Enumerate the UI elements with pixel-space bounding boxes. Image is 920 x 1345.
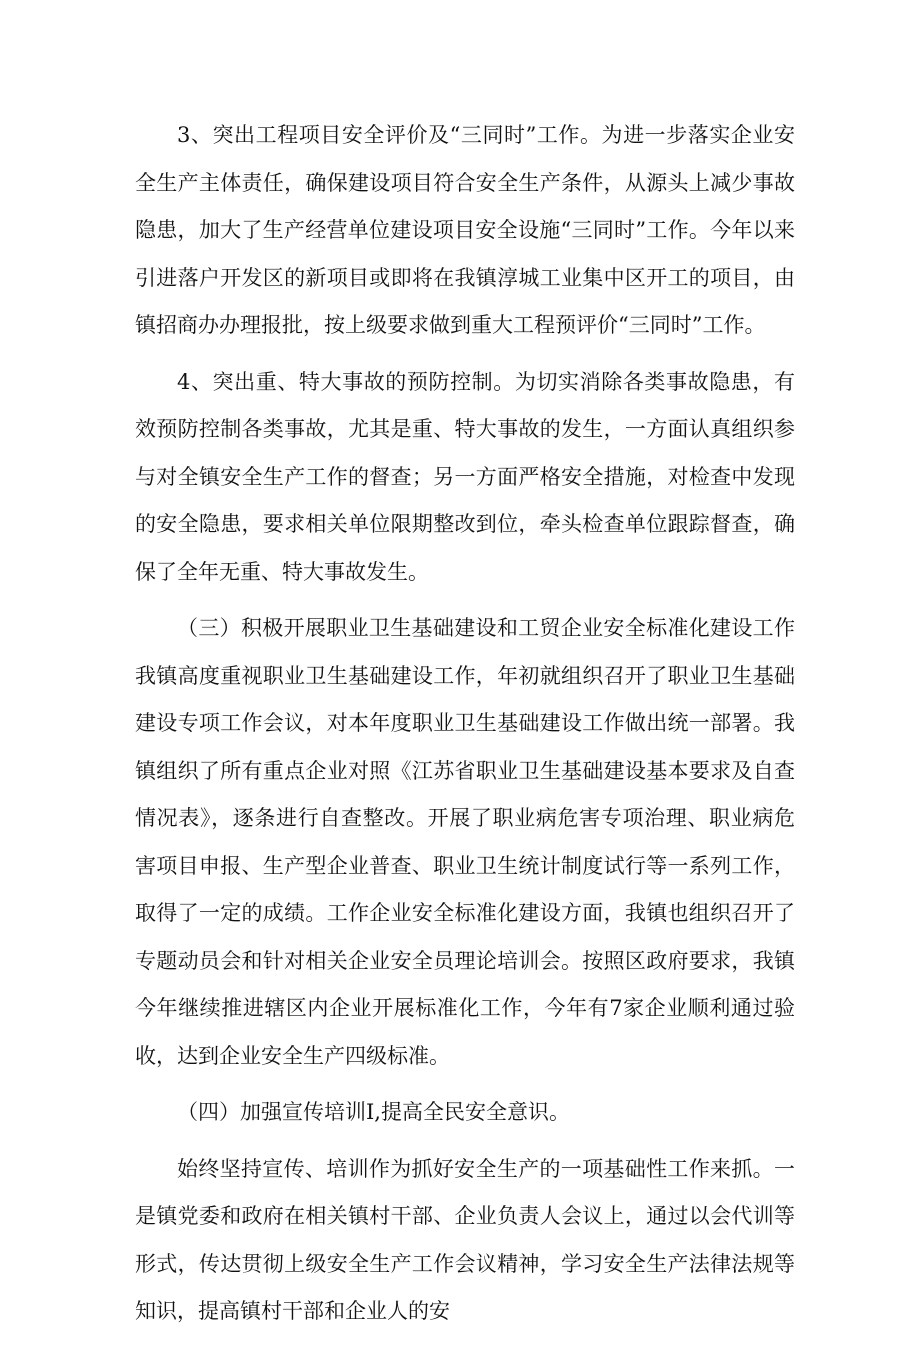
paragraph-major-accident-prevention: 4、突出重、特大事故的预防控制。为切实消除各类事故隐患，有效预防控制各类事故，尤其是重、特大事故的发生，一方面认真组织参与对全镇安全生产工作的督查；另一方面严格安全措施，对检查中发现的安全隐患，要求相关单位限期整改到位，牵头检查单位跟踪督查，确保了全年无重、特大事故发生。 (135, 369, 795, 584)
paragraph-occupational-health: （三）积极开展职业卫生基础建设和工贸企业安全标准化建设工作我镇高度重视职业卫生基础建设工作，年初就组织召开了职业卫生基础建设专项工作会议，对本年度职业卫生基础建设工作做出统一部署。我镇组织了所有重点企业对照《江苏省职业卫生基础建设基本要求及自查情况表》，逐条进行自查整改。开展了职业病危害专项治理、职业病危害项目申报、生产型企业普查、职业卫生统计制度试行等一系列工作，取得了一定的成绩。工作企业安全标准化建设方面，我镇也组织召开了专题动员会和针对相关企业安全员理论培训会。按照区政府要求，我镇今年继续推进辖区内企业开展标准化工作，今年有7家企业顺利通过验收，达到企业安全生产四级标准。 (135, 616, 795, 1068)
paragraph-project-safety-evaluation: 3、突出工程项目安全评价及“三同时”工作。为进一步落实企业安全生产主体责任，确保建设项目符合安全生产条件，从源头上减少事故隐患，加大了生产经营单位建设项目安全设施“三同时”工作。今年以来引进落户开发区的新项目或即将在我镇淳城工业集中区开工的项目，由镇招商办办理报批，按上级要求做到重大工程预评价“三同时”工作。 (135, 123, 795, 337)
paragraph-publicity-training: 始终坚持宣传、培训作为抓好安全生产的一项基础性工作来抓。一是镇党委和政府在相关镇村干部、企业负责人会议上，通过以会代训等形式，传达贯彻上级安全生产工作会议精神，学习安全生产法律法规等知识，提高镇村干部和企业人的安 (135, 1156, 795, 1323)
document-body (135, 112, 795, 1345)
paragraph-section-four-heading: （四）加强宣传培训I,提高全民安全意识。 (177, 1100, 570, 1124)
